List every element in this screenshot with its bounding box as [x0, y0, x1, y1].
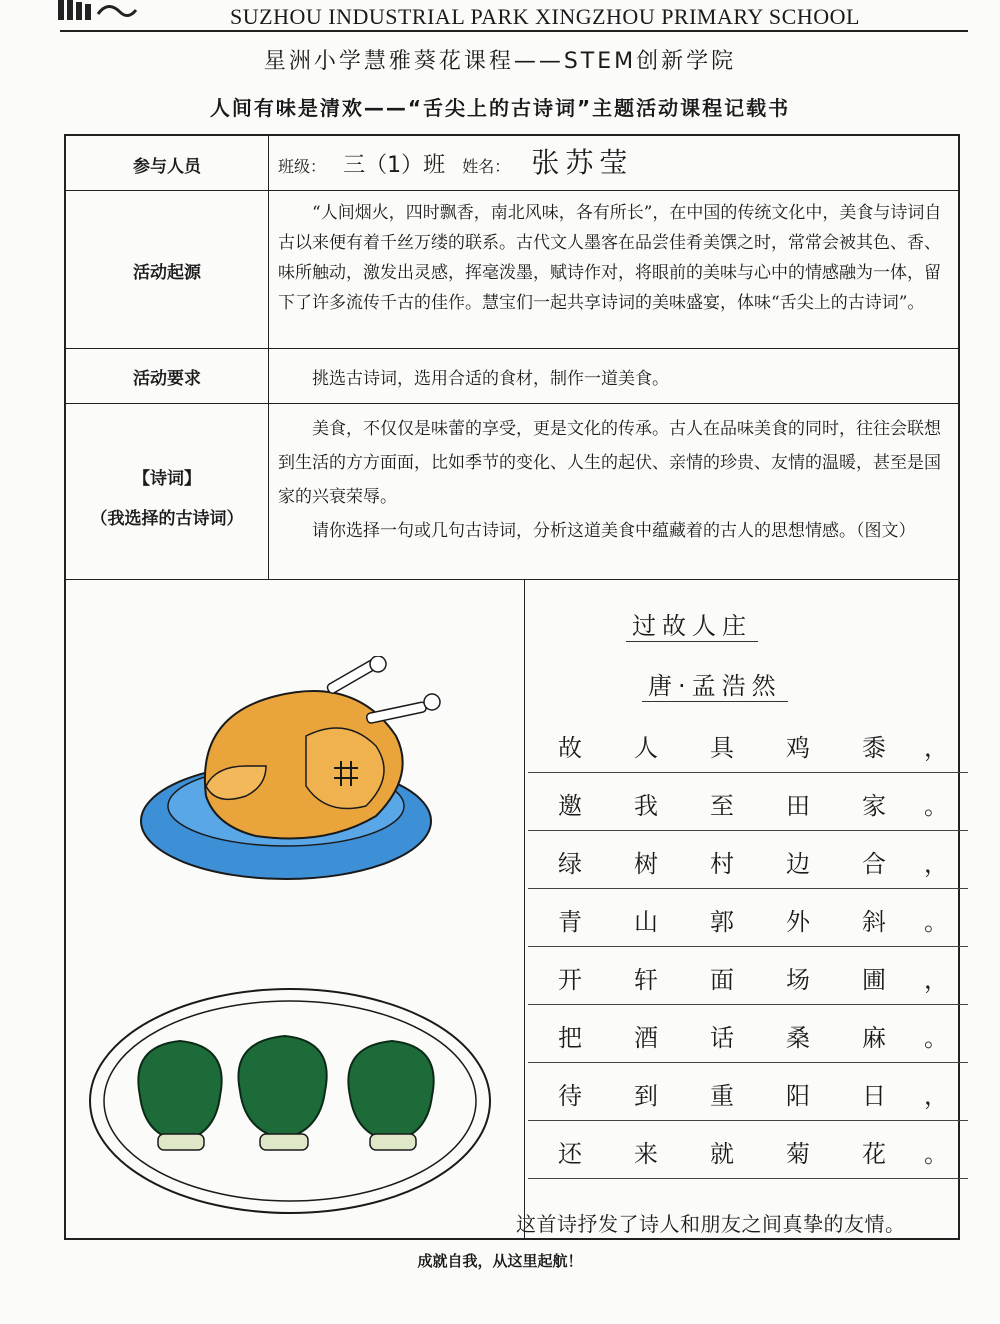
row-divider: [66, 348, 958, 349]
poem-line-punctuation: 。: [924, 1140, 948, 1168]
class-value: 三（1）班: [343, 153, 446, 178]
row-divider: [66, 190, 958, 191]
poem-label-line2: （我选择的古诗词）: [90, 509, 244, 529]
origin-text: “人间烟火，四时飘香，南北风味，各有所长”，在中国的传统文化中，美食与诗词自古以来便有着千丝万缕的联系。古代文人墨客在品尝佳肴美馔之时，常常会被其色、香、味所触动，激发出灵感，挥毫泼墨，赋诗作对，将眼前的美味与心中的情感融为一体，留下了许多流传千古的佳作。慧宝们一起共享诗词的美味盛宴，体味“舌尖上的古诗词”。: [278, 203, 942, 313]
poem-line-text: 青 山 郭 外 斜: [558, 908, 888, 936]
footer-slogan: 成就自我，从这里起航！: [417, 1252, 583, 1270]
poem-line-text: 故 人 具 鸡 黍: [558, 734, 888, 762]
poem-line-punctuation: 。: [924, 1024, 948, 1052]
poem-line-text: 待 到 重 阳 日: [558, 1082, 888, 1110]
participants-label: 参与人员: [133, 157, 201, 177]
poem-line-text: 把 酒 话 桑 麻: [558, 1024, 888, 1052]
row-divider: [66, 579, 958, 580]
instruction-paragraph-1: 美食，不仅仅是味蕾的享受，更是文化的传承。古人在品味美食的同时，往往会联想到生活的方方面面，比如季节的变化、人生的起伏、亲情的珍贵、友情的温暖，甚至是国家的兴衰荣辱。: [278, 419, 941, 507]
poem-line-punctuation: ，: [924, 734, 948, 762]
requirement-cell: [278, 364, 948, 394]
poem-line-text: 开 轩 面 场 圃: [558, 966, 888, 994]
poem-line: [528, 1134, 968, 1179]
class-label: 班级：: [278, 157, 327, 176]
poem-line: [528, 960, 968, 1005]
poem-line: [528, 1076, 968, 1121]
name-value: 张苏莹: [531, 146, 634, 179]
poem-comment: 这首诗抒发了诗人和朋友之间真挚的友情。: [516, 1212, 906, 1236]
requirement-label: 活动要求: [133, 369, 201, 389]
poem-line-punctuation: 。: [924, 792, 948, 820]
poem-line-text: 绿 树 村 边 合: [558, 850, 888, 878]
bok-choy-right: [348, 1041, 433, 1150]
poem-label-line1: 【诗词】: [133, 469, 201, 489]
poem-line: [528, 844, 968, 889]
school-name: SUZHOU INDUSTRIAL PARK XINGZHOU PRIMARY SCHOOL: [230, 4, 860, 29]
drawing-poem-divider: [524, 579, 525, 1239]
poem-line-punctuation: 。: [924, 908, 948, 936]
bok-choy-drawing: [80, 976, 500, 1226]
instruction-paragraph-2: 请你选择一句或几句古诗词，分析这道美食中蕴藏着的古人的思想情感。（图文）: [312, 521, 916, 541]
poem-instructions-cell: [278, 412, 948, 548]
column-divider: [268, 136, 269, 579]
bone-knob: [424, 694, 440, 710]
poem-line-punctuation: ，: [924, 1082, 948, 1110]
record-title: 人间有味是清欢——“舌尖上的古诗词”主题活动课程记载书: [209, 96, 791, 120]
poem-line: [528, 1018, 968, 1063]
poem-line-text: 邀 我 至 田 家: [558, 792, 888, 820]
bok-choy-middle: [238, 1036, 326, 1150]
participants-cell: [278, 148, 948, 182]
name-label: 姓名：: [462, 157, 511, 176]
poem-line-punctuation: ，: [924, 966, 948, 994]
requirement-text: 挑选古诗词，选用合适的食材，制作一道美食。: [312, 369, 669, 389]
bok-choy-left: [138, 1041, 221, 1150]
drumstick-bone: [366, 702, 427, 724]
poem-line-punctuation: ，: [924, 850, 948, 878]
origin-label: 活动起源: [133, 263, 201, 283]
poem-line: [528, 902, 968, 947]
poem-line: [528, 728, 968, 773]
row-divider: [66, 403, 958, 404]
course-subtitle: 星洲小学慧雅葵花课程——STEM创新学院: [263, 49, 737, 74]
origin-cell: [278, 198, 948, 318]
poem-author: 唐·孟浩然: [642, 666, 788, 702]
header-rule: [60, 30, 968, 32]
school-logo: [58, 0, 138, 24]
poem-line: [528, 786, 968, 831]
record-form: [64, 134, 960, 1240]
poem-title: 过故人庄: [626, 606, 758, 642]
roast-chicken-drawing: [116, 656, 456, 896]
poem-line-text: 还 来 就 菊 花: [558, 1140, 888, 1168]
bone-knob: [370, 656, 386, 672]
